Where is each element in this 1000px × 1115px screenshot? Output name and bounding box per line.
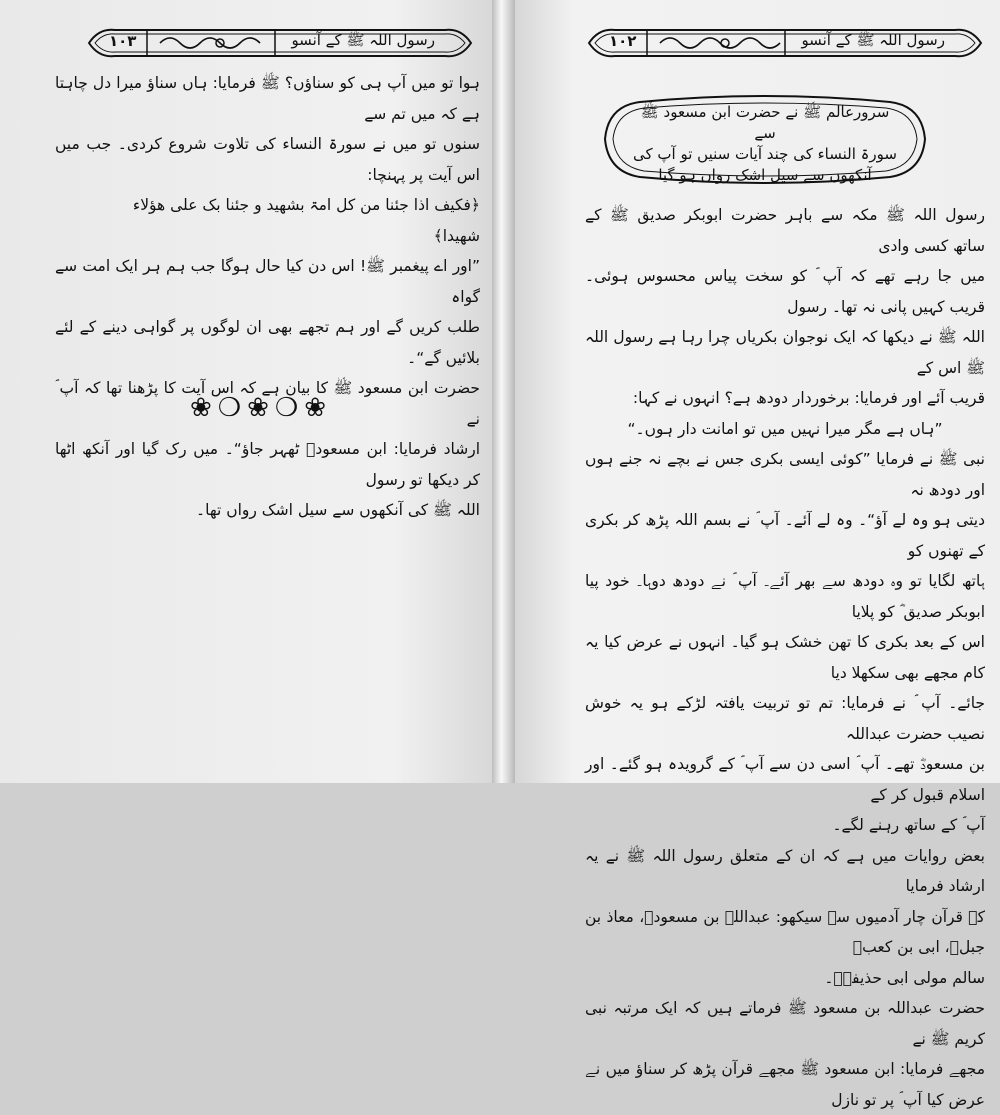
text-line: سالم مولی ابی حذیفہؓ۔ <box>824 968 985 987</box>
book-gutter <box>492 0 515 783</box>
chapter-title <box>630 102 900 186</box>
text-line: اللہ ﷺ کی آنکھوں سے سیل اشک رواں تھا۔ <box>196 501 480 519</box>
page-header <box>585 22 985 64</box>
text-line: اس کے بعد بکری کا تھن خشک ہو گیا۔ انہوں نے عرض کیا یہ کام مجھے بھی سکھلا دیا <box>585 633 985 682</box>
text-line: نبی ﷺ نے فرمایا ”کوئی ایسی بکری جس نے بچے نہ جنے ہوں اور دودھ نہ <box>585 450 985 499</box>
text-line: میں جا رہے تھے کہ آپ ؐ کو سخت پیاس محسوس ہوئی۔ قریب کہیں پانی نہ تھا۔ رسول <box>585 267 985 316</box>
page-number: ۱۰۳ <box>109 32 137 50</box>
left-body-text <box>55 68 480 526</box>
text-line: رسول اللہ ﷺ مکہ سے باہر حضرت ابوبکر صدیق ﷺ کے ساتھ کسی وادی <box>585 206 985 255</box>
chapter-title-line: آنکھوں سے سیل اشک رواں ہو گیا <box>658 166 872 184</box>
text-line: مجھے فرمایا: ابن مسعود ﷺ مجھے قرآن پڑھ کر سناؤ میں نے عرض کیا آپ ؐ پر تو نازل <box>585 1060 985 1109</box>
text-line: حضرت ابن مسعود ﷺ کا بیان ہے کہ اس آیت کا پڑھنا تھا کہ آپ ؐ نے <box>55 379 480 428</box>
text-line: حضرت عبداللہ بن مسعود ﷺ فرماتے ہیں کہ ایک مرتبہ نبی کریم ﷺ نے <box>585 999 985 1048</box>
text-line: ”ہاں ہے مگر میرا نہیں میں تو امانت دار ہوں۔“ <box>627 419 943 438</box>
section-end-ornament: ❀❍❀❍❀ <box>190 393 332 423</box>
text-line: کہ قرآن چار آدمیوں سے سیکھو: عبداللہ بن مسعودؓ، معاذ بن جبلؓ، ابی بن کعبؓ <box>585 907 985 956</box>
text-line: بن مسعودؓ تھے۔ آپ ؐ اسی دن سے آپ ؐ کے گرویدہ ہو گئے۔ اور اسلام قبول کر کے <box>585 755 985 804</box>
page-header <box>85 22 475 64</box>
text-line: جائے۔ آپ ؐ نے فرمایا: تم تو تربیت یافتہ لڑکے ہو یہ خوش نصیب حضرت عبداللہ <box>585 694 985 743</box>
text-line: ہاتھ لگایا تو وہ دودھ سے بھر آئے۔ آپ ؐ نے دودھ دوہا۔ خود پیا ابوبکر صدیق ؓ کو پلایا <box>585 572 985 621</box>
text-line: آپ ؐ کے ساتھ رہنے لگے۔ <box>832 816 985 834</box>
text-line: دیتی ہو وہ لے آؤ“۔ وہ لے آئے۔ آپ ؐ نے بسم اللہ پڑھ کر بکری کے تھنوں کو <box>585 511 985 560</box>
text-line: بعض روایات میں ہے کہ ان کے متعلق رسول اللہ ﷺ نے یہ ارشاد فرمایا <box>585 846 985 895</box>
text-line: ہوا تو میں آپ ہی کو سناؤں؟ ﷺ فرمایا: ہاں سناؤ میرا دل چاہتا ہے کہ میں تم سے <box>55 74 480 123</box>
left-page <box>0 0 492 783</box>
chapter-title-line: سورۃ النساء کی چند آیات سنیں تو آپ کی <box>632 145 897 163</box>
header-title: رسول اللہ ﷺ کے آنسو <box>801 31 945 49</box>
text-line: سنوں تو میں نے سورۃ النساء کی تلاوت شروع کردی۔ جب میں اس آیت پر پہنچا: <box>55 135 480 184</box>
right-page <box>515 0 1000 1109</box>
right-body-text <box>585 200 985 1115</box>
text-line: ”اور اے پیغمبر ﷺ! اس دن کیا حال ہوگا جب ہم ہر ایک امت سے گواہ <box>55 257 480 306</box>
chapter-title-line: سرورعالم ﷺ نے حضرت ابن مسعود ﷺ سے <box>640 103 890 142</box>
text-line: ارشاد فرمایا: ابن مسعودؓ ٹھہر جاؤ“۔ میں رک گیا اور آنکھ اٹھا کر دیکھا تو رسول <box>55 440 480 489</box>
quran-verse-line: شھیدا﴾ <box>433 226 480 245</box>
quran-verse-line: ﴿فکیف اذا جئنا من کل امۃ بشھید و جئنا بک علی ھؤلاء <box>132 196 480 214</box>
page-number: ۱۰۲ <box>609 32 637 50</box>
text-line: طلب کریں گے اور ہم تجھے بھی ان لوگوں پر گواہی دینے کے لئے بلائیں گے“۔ <box>55 318 480 367</box>
text-line: قریب آئے اور فرمایا: برخوردار دودھ ہے؟ انہوں نے کہا: <box>632 389 985 407</box>
text-line: اللہ ﷺ نے دیکھا کہ ایک نوجوان بکریاں چرا رہا ہے رسول اللہ ﷺ اس کے <box>585 328 985 377</box>
header-title: رسول اللہ ﷺ کے آنسو <box>291 31 435 49</box>
